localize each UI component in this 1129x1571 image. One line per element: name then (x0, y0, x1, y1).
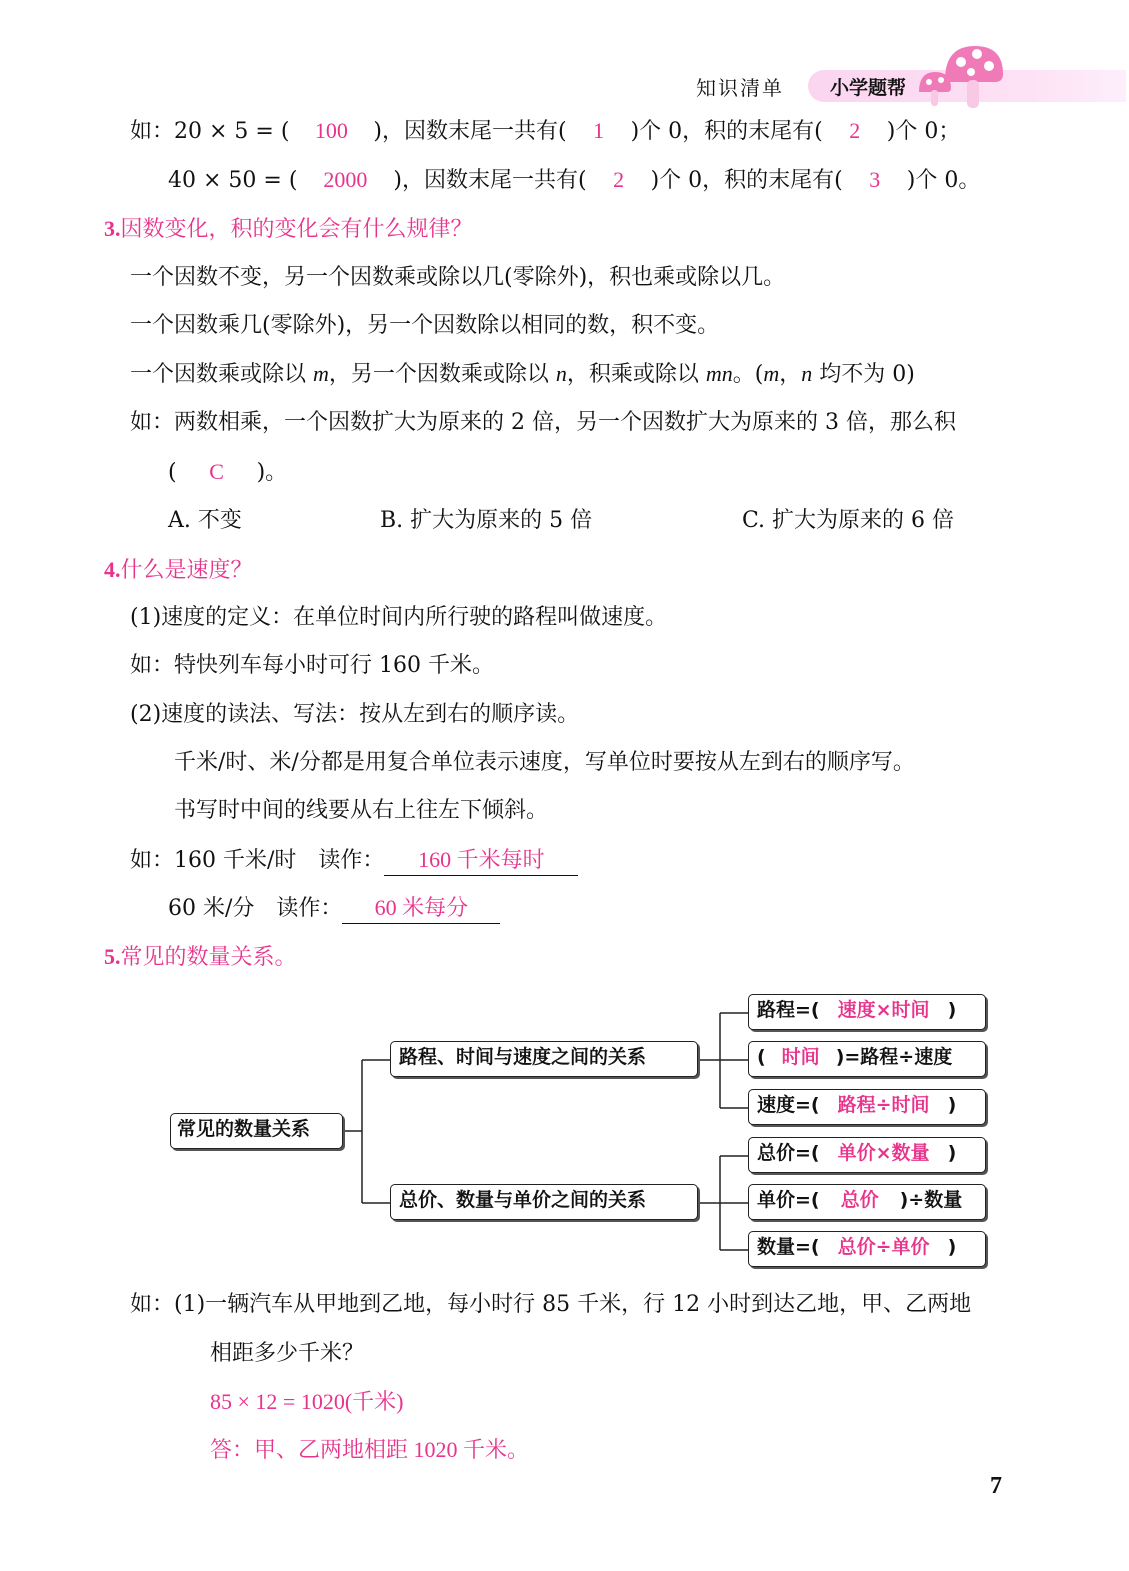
read-example-2: 60 米/分 读作： 60 米每分 (168, 893, 500, 924)
rule-2: 一个因数乘几(零除外)，另一个因数除以相同的数，积不变。 (130, 313, 720, 338)
leaf-unit-price: 单价=( 总价 )÷数量 (748, 1184, 986, 1220)
question-1-line-1: 如：(1)一辆汽车从甲地到乙地，每小时行 85 千米，行 12 小时到达乙地，甲、乙两地 (130, 1292, 972, 1317)
section-4-heading: 4.什么是速度？ (104, 557, 253, 583)
solution: 85 × 12 = 1020(千米) (210, 1389, 404, 1414)
read-example-1: 如：160 千米/时 读作： 160 千米每时 (130, 845, 578, 876)
header-brand: 小学题帮 (830, 77, 907, 99)
diagram-branch-speed: 路程、时间与速度之间的关系 (390, 1041, 698, 1077)
diagram-root: 常见的数量关系 (170, 1113, 343, 1149)
speed-reading: (2)速度的读法、写法：按从左到右的顺序读。 (130, 702, 580, 727)
option-c: C. 扩大为原来的 6 倍 (742, 508, 955, 533)
section-5-heading: 5.常见的数量关系。 (104, 944, 297, 970)
header-title: 知识清单 (696, 76, 784, 100)
section-3-heading: 3.因数变化，积的变化会有什么规律？ (104, 216, 473, 242)
option-a: A. 不变 (168, 508, 242, 533)
speed-note-2: 书写时中间的线要从右上往左下倾斜。 (174, 798, 549, 823)
rule-1: 一个因数不变，另一个因数乘或除以几(零除外)，积也乘或除以几。 (130, 265, 786, 290)
question-1-line-2: 相距多少千米？ (210, 1341, 365, 1366)
speed-example: 如：特快列车每小时可行 160 千米。 (130, 653, 494, 678)
leaf-distance: 路程=( 速度×时间 ) (748, 994, 986, 1030)
example-line-2: 40 × 50 = ( 2000 )，因数末尾一共有( 2 )个 0，积的末尾有( 3 )个 0。 (168, 167, 981, 193)
example-line-1: 如：20 × 5 = ( 100 )，因数末尾一共有( 1 )个 0，积的末尾有( 2 )个 0； (130, 118, 961, 144)
leaf-speed: 速度=( 路程÷时间 ) (748, 1089, 986, 1125)
leaf-total-price: 总价=( 单价×数量 ) (748, 1137, 986, 1173)
page-number: 7 (990, 1473, 1002, 1499)
speed-definition: (1)速度的定义：在单位时间内所行驶的路程叫做速度。 (130, 605, 668, 630)
example-question: 如：两数相乘，一个因数扩大为原来的 2 倍，另一个因数扩大为原来的 3 倍，那么积 (130, 410, 956, 435)
option-b: B. 扩大为原来的 5 倍 (380, 508, 593, 533)
answer: 答：甲、乙两地相距 1020 千米。 (210, 1437, 530, 1462)
speed-note-1: 千米/时、米/分都是用复合单位表示速度，写单位时要按从左到右的顺序写。 (174, 750, 915, 775)
answer-blank: ( C )。 (168, 459, 288, 485)
diagram-branch-price: 总价、数量与单价之间的关系 (390, 1184, 698, 1220)
rule-3: 一个因数乘或除以 m，另一个因数乘或除以 n，积乘或除以 mn。(m，n 均不为 0) (130, 361, 915, 387)
leaf-time: ( 时间 )=路程÷速度 (748, 1041, 986, 1077)
leaf-quantity: 数量=( 总价÷单价 ) (748, 1231, 986, 1267)
